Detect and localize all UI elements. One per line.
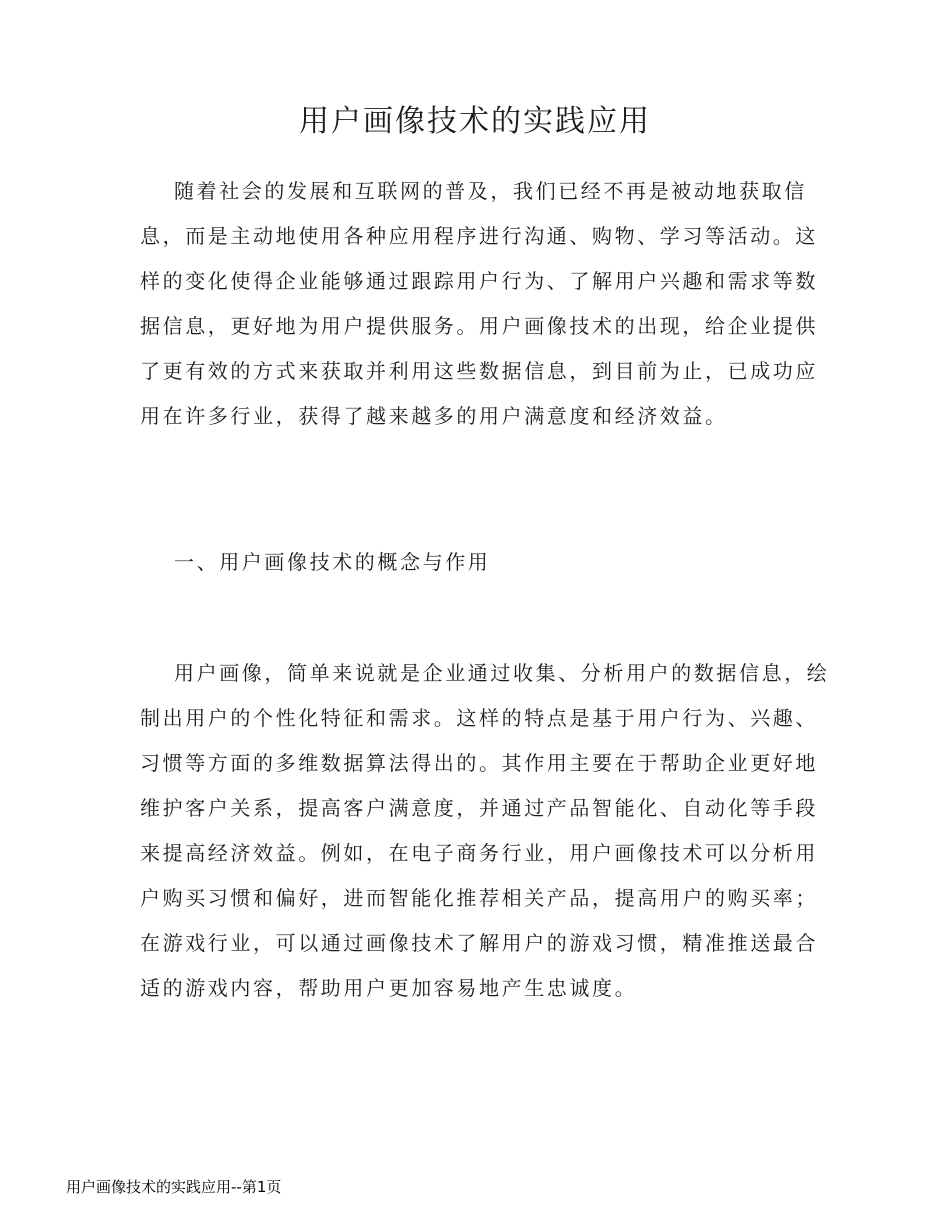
- section-paragraph: 用户画像，简单来说就是企业通过收集、分析用户的数据信息，绘制出用户的个性化特征和需求。这样的特点是基于用户行为、兴趣、习惯等方面的多维数据算法得出的。其作用主要在于帮助企业更好地维护客户关系，提高客户满意度，并通过产品智能化、自动化等手段来提高经济效益。例如，在电子商务行业，用户画像技术可以分析用户购买习惯和偏好，进而智能化推荐相关产品，提高用户的购买率；在游戏行业，可以通过画像技术了解用户的游戏习惯，精准推送最合适的游戏内容，帮助用户更加容易地产生忠诚度。: [140, 661, 830, 1000]
- intro-paragraph: 随着社会的发展和互联网的普及，我们已经不再是被动地获取信息，而是主动地使用各种应用程序进行沟通、购物、学习等活动。这样的变化使得企业能够通过跟踪用户行为、了解用户兴趣和需求等数据信息，更好地为用户提供服务。用户画像技术的出现，给企业提供了更有效的方式来获取并利用这些数据信息，到目前为止，已成功应用在许多行业，获得了越来越多的用户满意度和经济效益。: [140, 179, 818, 428]
- page-footer: 用户画像技术的实践应用--第1页: [66, 1178, 282, 1196]
- document-title: 用户画像技术的实践应用: [299, 104, 651, 139]
- section-heading: 一、用户画像技术的概念与作用: [174, 550, 491, 574]
